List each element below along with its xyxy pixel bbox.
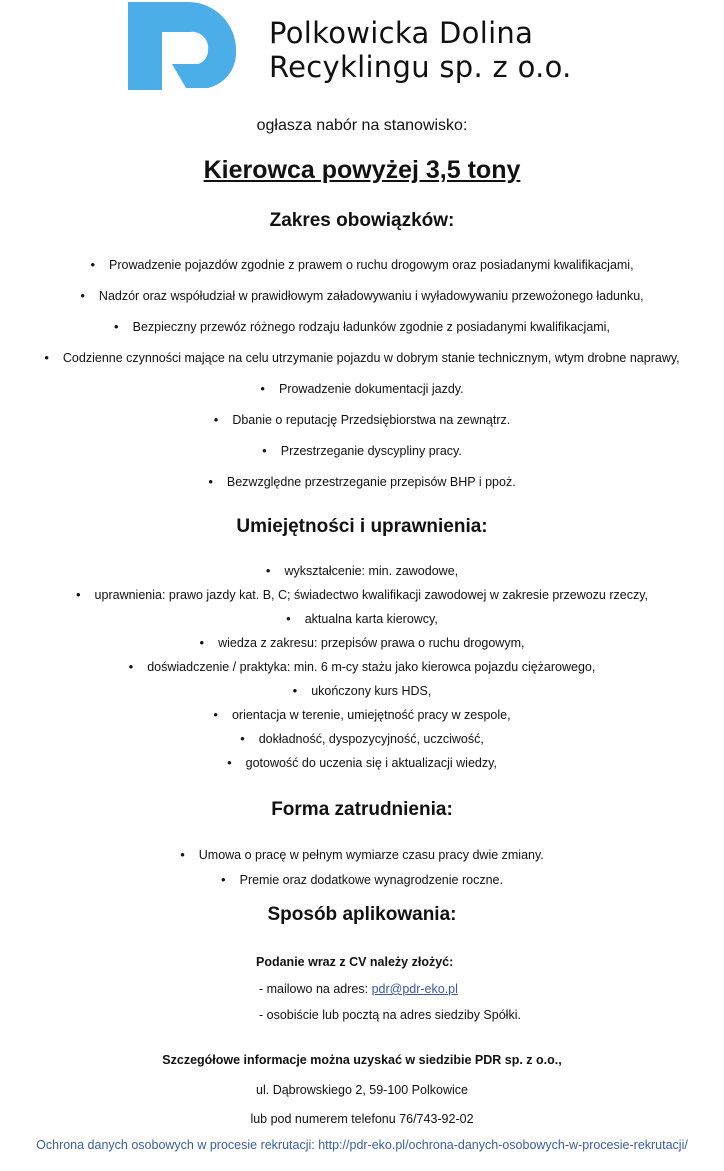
duties-heading: Zakres obowiązków: bbox=[269, 210, 455, 231]
job-title: Kierowca powyżej 3,5 tony bbox=[203, 156, 521, 184]
skills-heading: Umiejętności i uprawnienia: bbox=[236, 516, 488, 537]
list-item: • Prowadzenie pojazdów zgodnie z prawem o ruchu drogowym oraz posiadanymi kwalifikacjami, bbox=[0, 249, 724, 280]
apply-post-line: - osobiście lub pocztą na adres siedziby Spółki. bbox=[259, 1008, 521, 1022]
list-item: • ukończony kurs HDS, bbox=[0, 679, 724, 703]
rodo-link[interactable]: Ochrona danych osobowych w procesie rekrutacji: http://pdr-eko.pl/ochrona-danych-osobowych-w-procesie-rekrutacji/ bbox=[36, 1138, 688, 1152]
skills-list bbox=[0, 559, 724, 775]
list-item: • Nadzór oraz współudział w prawidłowym załadowywaniu i wyładowywaniu przewożonego ładunku, bbox=[0, 280, 724, 311]
info-phone: lub pod numerem telefonu 76/743-92-02 bbox=[250, 1112, 474, 1126]
pdr-logo-icon bbox=[126, 2, 238, 90]
list-item: • wykształcenie: min. zawodowe, bbox=[0, 559, 724, 583]
company-name-line1: Polkowicka Dolina bbox=[269, 16, 534, 50]
list-item: • Dbanie o reputację Przedsiębiorstwa na zewnątrz. bbox=[0, 404, 724, 435]
apply-email-prefix: - mailowo na adres: bbox=[259, 982, 372, 996]
duties-list bbox=[0, 249, 724, 497]
list-item: • Codzienne czynności mające na celu utrzymanie pojazdu w dobrym stanie technicznym, wtym drobne naprawy, bbox=[0, 342, 724, 373]
intro-text: ogłasza nabór na stanowisko: bbox=[256, 117, 468, 134]
list-item: • Bezpieczny przewóz różnego rodzaju ładunków zgodnie z posiadanymi kwalifikacjami, bbox=[0, 311, 724, 342]
apply-heading: Sposób aplikowania: bbox=[267, 904, 457, 925]
apply-email-line bbox=[259, 982, 458, 996]
list-item: • Prowadzenie dokumentacji jazdy. bbox=[0, 373, 724, 404]
list-item: • Premie oraz dodatkowe wynagrodzenie roczne. bbox=[0, 867, 724, 892]
info-bold: Szczegółowe informacje można uzyskać w siedzibie PDR sp. z o.o., bbox=[162, 1053, 562, 1067]
info-address: ul. Dąbrowskiego 2, 59-100 Polkowice bbox=[256, 1083, 468, 1097]
list-item: • aktualna karta kierowcy, bbox=[0, 607, 724, 631]
company-name-line2: Recyklingu sp. z o.o. bbox=[269, 50, 572, 84]
list-item: • uprawnienia: prawo jazdy kat. B, C; świadectwo kwalifikacji zawodowej w zakresie przewozu rzeczy, bbox=[0, 583, 724, 607]
list-item: • wiedza z zakresu: przepisów prawa o ruchu drogowym, bbox=[0, 631, 724, 655]
company-name bbox=[269, 16, 572, 84]
employment-list bbox=[0, 842, 724, 892]
employment-heading: Forma zatrudnienia: bbox=[271, 799, 453, 820]
list-item: • dokładność, dyspozycyjność, uczciwość, bbox=[0, 727, 724, 751]
list-item: • Umowa o pracę w pełnym wymiarze czasu pracy dwie zmiany. bbox=[0, 842, 724, 867]
apply-lead: Podanie wraz z CV należy złożyć: bbox=[256, 955, 454, 969]
list-item: • doświadczenie / praktyka: min. 6 m-cy stażu jako kierowca pojazdu ciężarowego, bbox=[0, 655, 724, 679]
list-item: • Bezwzględne przestrzeganie przepisów BHP i ppoż. bbox=[0, 466, 724, 497]
header bbox=[126, 2, 606, 92]
list-item: • orientacja w terenie, umiejętność pracy w zespole, bbox=[0, 703, 724, 727]
list-item: • Przestrzeganie dyscypliny pracy. bbox=[0, 435, 724, 466]
list-item: • gotowość do uczenia się i aktualizacji wiedzy, bbox=[0, 751, 724, 775]
email-link[interactable]: pdr@pdr-eko.pl bbox=[371, 982, 458, 996]
